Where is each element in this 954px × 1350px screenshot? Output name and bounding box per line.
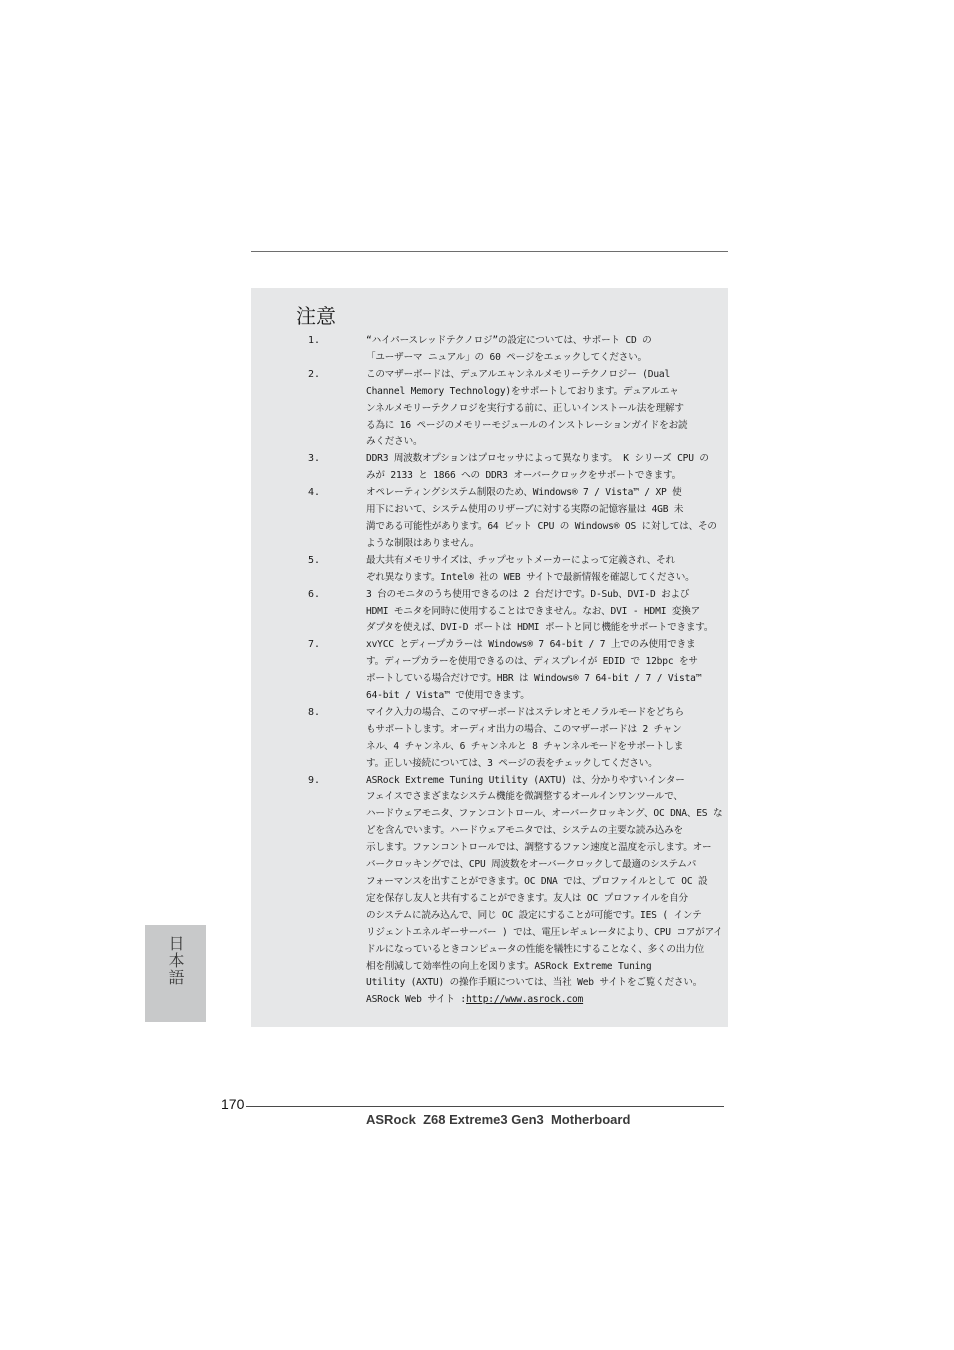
note-number: 5. [308,554,321,566]
note-text [366,773,728,1010]
note-line: DDR3 周波数オプションはプロセッサによって異なります。 K シリーズ CPU の [366,453,709,465]
note-line: ハードウェアモニタ、ファンコントロール、オーバークロッキング、OC DNA、ES な [366,808,723,820]
note-line: ンネルメモリーテクノロジを実行する前に、正しいインストール法を理解す [366,402,684,414]
note-line: バークロッキングでは、CPU 周波数をオーバークロックして最適のシステムパ [366,859,697,871]
page-number: 170 [221,1096,245,1112]
note-item [251,637,728,705]
note-number: 4. [308,487,321,499]
note-line: もサポートします。オーディオ出力の場合、このマザーボードは 2 チャン [366,723,682,735]
note-text [366,705,728,773]
note-number: 1. [308,335,321,346]
note-line: ASRock Extreme Tuning Utility (AXTU) は、分かりやすいインター [366,774,685,786]
note-number: 7. [308,639,321,651]
note-line: 示します。ファンコントロールでは、調整するファン速度と温度を示します。オー [366,842,712,854]
note-number: 9. [308,774,321,786]
note-number: 8. [308,706,321,718]
note-line: ドルになっているときコンピュータの性能を犠牲にすることなく、多くの出力位 [366,943,704,955]
asrock-website-link[interactable]: http://www.asrock.com [466,994,584,1006]
note-line: ぞれ異なります。Intel® 社の WEB サイトで最新情報を確認してください。 [366,571,695,583]
note-text [366,485,728,553]
note-line: Utility (AXTU) の操作手順については、当社 Web サイトをご覧ください。 [366,977,703,989]
note-line: ポートしている場合だけです。HBR は Windows® 7 64-bit / 7 / Vista™ [366,673,702,685]
note-text [366,367,728,452]
note-text [366,333,728,367]
note-item [251,367,728,452]
note-line: 64-bit / Vista™ で使用できます。 [366,690,530,702]
note-line: ネル、4 チャンネル、6 チャンネルと 8 チャンネルモードをサポートしま [366,740,684,752]
top-divider [251,251,728,252]
note-line: フォーマンスを出すことができます。OC DNA では、プロファイルとして OC 設 [366,876,708,887]
note-item [251,553,728,587]
note-title: 注意 [296,304,336,328]
note-line: 「ユーザーマ ニュアル」の 60 ページをエェックしてください。 [366,351,647,363]
note-item [251,705,728,773]
note-line: どを含んでいます。ハードウェアモニタでは、システムの主要な読み込みを [366,825,683,837]
note-line: ダプタを使えば、DVI-D ポートは HDMI ポートと同じ機能をサポートできます。 [366,622,714,634]
note-text [366,637,728,705]
note-line: みが 2133 と 1866 への DDR3 オーバークロックをサポートできます。 [366,470,681,482]
note-item [251,485,728,553]
note-line: オペレーティングシステム制限のため、Windows® 7 / Vista™ / XP 使 [366,487,682,499]
footer-title: ASRock Z68 Extreme3 Gen3 Motherboard [366,1112,631,1127]
note-line: す。ディープカラーを使用できるのは、ディスプレイが EDID で 12bpc をサ [366,656,698,668]
note-line: みください。 [366,436,423,448]
note-line: xvYCC とディープカラーは Windows® 7 64-bit / 7 上でのみ使用できま [366,639,696,651]
note-line: 満である可能性があります。64 ビット CPU の Windows® OS に対しては、その [366,520,717,532]
note-item [251,333,728,367]
language-tab [145,925,206,1022]
note-line: のシステムに読み込んで、同じ OC 設定にすることが可能です。IES ( インテ [366,909,702,921]
note-number: 3. [308,453,321,465]
website-label: ASRock Web サイト : [366,994,466,1006]
note-item [251,587,728,638]
language-tab-label: 日本語 [166,935,185,986]
note-line: 3 台のモニタのうち使用できるのは 2 台だけです。D-Sub、DVI-D および [366,588,690,600]
note-text [366,451,728,485]
note-line: このマザーボードは、デュアルエャンネルメモリーテクノロジー (Dual [366,368,671,380]
note-line: 最大共有メモリサイズは、チップセットメーカーによって定義され、それ [366,554,675,566]
note-line: 相を削減して効率性の向上を図ります。ASRock Extreme Tuning [366,960,652,972]
note-item [251,451,728,485]
note-line: 定を保存し友人と共有することができます。友人は OC プロファイルを自分 [366,892,688,904]
website-line [366,992,728,1009]
note-line: 用下において、システム使用のリザーブに対する実際の記憶容量は 4GB 未 [366,504,684,516]
note-line: ような制限はありません。 [366,537,480,549]
note-item [251,773,728,1010]
note-line: す。正しい接続については、3 ページの表をチェックしてください。 [366,757,658,769]
note-line: HDMI モニタを同時に使用することはできません。なお、DVI - HDMI 変換ア [366,605,701,617]
note-line: リジェントエネルギーサーバー ) では、電圧レギュレータにより、CPU コアがアイ [366,926,723,938]
note-line: Channel Memory Technology)をサポートしております。デュアルエャ [366,385,679,397]
note-line: マイク入力の場合、このマザーボードはステレオとモノラルモードをどちら [366,706,684,718]
note-panel [251,288,728,1027]
note-line: る為に 16 ページのメモリーモジュールのインストレーションガイドをお読 [366,419,688,431]
note-line: フェイスでさまざまなシステム機能を微調整するオールインワンツールで、 [366,791,683,803]
note-text [366,553,728,587]
note-number: 6. [308,588,321,600]
note-text [366,587,728,638]
footer-divider [246,1106,724,1107]
note-line: “ハイパースレッドテクノロジ”の設定については、サポート CD の [366,335,652,346]
note-number: 2. [308,368,321,380]
note-list [251,333,728,1009]
